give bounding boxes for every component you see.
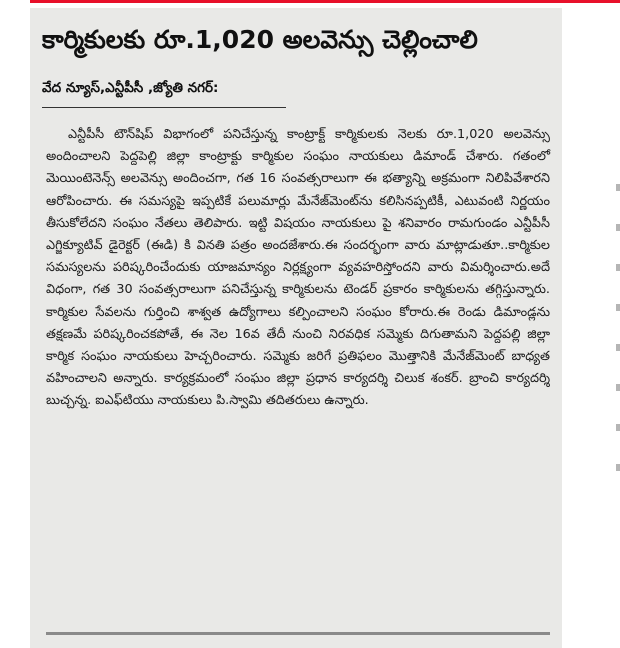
margin-mark (616, 424, 620, 431)
news-article (30, 8, 562, 648)
top-red-rule (30, 0, 620, 3)
margin-mark (616, 304, 620, 311)
article-dateline: వేద న్యూస్,ఎన్టీపీసీ ,జ్యోతి నగర్: (42, 80, 219, 96)
margin-mark (616, 464, 620, 471)
margin-mark (616, 344, 620, 351)
margin-mark (616, 264, 620, 271)
margin-mark (616, 224, 620, 231)
margin-mark (616, 384, 620, 391)
right-margin (562, 8, 620, 648)
article-headline: కార్మికులకు రూ.1,020 అలవెన్సు చెల్లించాలి (42, 25, 478, 54)
dateline-underline (42, 107, 286, 108)
article-body: ఎన్టీపీసీ టౌన్‌షిప్ విభాగంలో పనిచేస్తున్న కాంట్రాక్ట్ కార్మికులకు నెలకు రూ.1,020 అలవెన్సు అందించాలని పెద్దపెల్లి జిల్లా కాంట్రాక్టు కార్మికుల సంఘం నాయకులు డిమాండ్ చేశారు. గతంలో మెయింటెనెన్స్ అలవెన్సు అందించగా, గత 16 సంవత్సరాలుగా ఈ భత్యాన్ని అక్రమంగా నిలిపివేశారని ఆరోపించారు. ఈ సమస్యపై ఇప్పటికే పలుమార్లు మేనేజ్‌మెంట్‌ను కలిసినప్పటికీ, ఎటువంటి నిర్ణయం తీసుకోలేదని సంఘం నేతలు తెలిపారు. ఇట్టి విషయం నాయకులు పై శనివారం రామగుండం ఎన్టీపీసీ ఎగ్జిక్యూటివ్ డైరెక్టర్ (ఈడి) కి వినతి పత్రం అందజేశారు.ఈ సందర్భంగా వారు మాట్లాడుతూ..కార్మికుల సమస్యలను పరిష్కరించేందుకు యాజమాన్యం నిర్లక్ష్యంగా వ్యవహరిస్తోందని వారు విమర్శించారు.అదే విధంగా, గత 30 సంవత్సరాలుగా పనిచేస్తున్న కార్మికులను టెండర్ ప్రకారం కార్మికులను తగ్గిస్తున్నారు. కార్మికుల సేవలను గుర్తించి శాశ్వత ఉద్యోగాలు కల్పించాలని సంఘం కోరారు.ఈ రెండు డిమాండ్లను తక్షణమే పరిష్కరించకపోతే, ఈ నెల 16వ తేదీ నుంచి నిరవధిక సమ్మెకు దిగుతామని పెద్దపల్లి జిల్లా కార్మిక సంఘం నాయకులు హెచ్చరించారు. సమ్మెకు జరిగే ప్రతిఫలం మొత్తానికి మేనేజ్‌మెంట్ బాధ్యత వహించాలని అన్నారు. కార్యక్రమంలో సంఘం జిల్లా ప్రధాన కార్యదర్శి చిలుక శంకర్. బ్రాంచి కార్యదర్శి బుచ్చన్న. ఐఎఫ్‌టియు నాయకులు పి.స్వామి తదితరులు ఉన్నారు. (46, 127, 550, 409)
next-article-headline-cropped (46, 640, 246, 648)
margin-mark (616, 184, 620, 191)
section-divider (46, 632, 550, 635)
